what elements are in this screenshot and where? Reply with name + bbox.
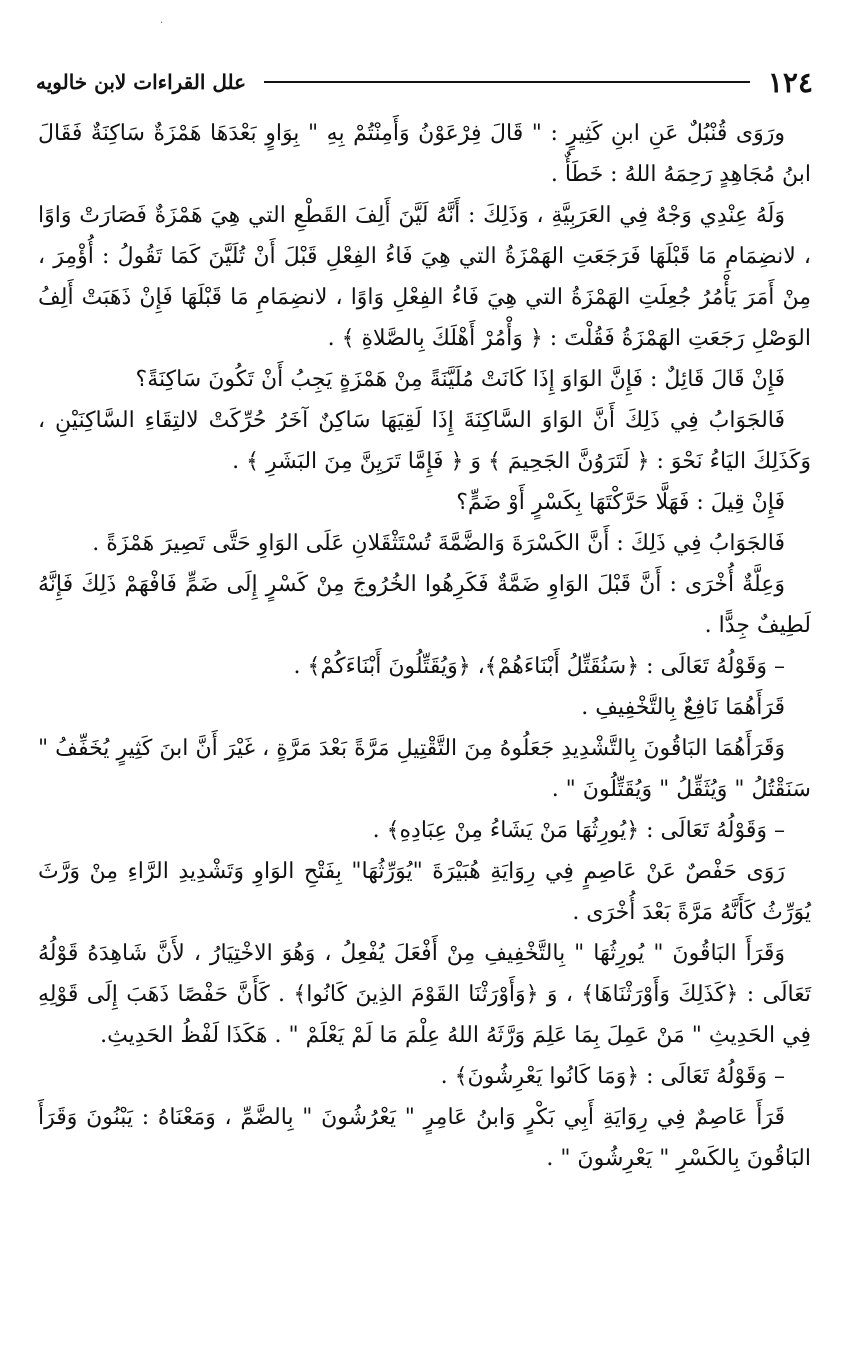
page-number: ١٢٤ <box>767 65 813 99</box>
header-rule <box>264 81 750 83</box>
paragraph: وَقَرَأَ البَاقُونَ " يُورِثُهَا " بِالتَّخْفِيفِ مِنْ أَفْعَلَ يُفْعِلُ ، وَهُوَ الاخْتِيَارُ ، لأَنَّ شَاهِدَهُ قَوْلُهُ تَعَالَى : ﴿كَذَلِكَ وَأَوْرَثْنَاهَا﴾ ، وَ ﴿وَأَوْرَثْنَا القَوْمَ الذِينَ كَانُوا﴾ . كَأَنَّ حَفْصًا ذَهَبَ إِلَى قَوْلِهِ فِي الحَدِيثِ " مَنْ عَمِلَ بِمَا عَلِمَ وَرَّثَهُ اللهُ عِلْمَ مَا لَمْ يَعْلَمْ " . هَكَذَا لَفْظُ الحَدِيثِ. <box>38 941 811 1048</box>
verse-heading: – وَقَوْلُهُ تَعَالَى : ﴿سَنُقَتِّلُ أَبْنَاءَهُمْ﴾، ﴿وَيُقَتِّلُونَ أَبْنَاءَكُمْ﴾ . <box>293 654 785 679</box>
paragraph: فَالجَوَابُ فِي ذَلِكَ أَنَّ الوَاوَ السَّاكِنَةَ إِذَا لَقِيَهَا سَاكِنٌ آخَرُ حُرِّكَتْ لالتِقَاءِ السَّاكِنَيْنِ ، وَكَذَلِكَ اليَاءُ نَحْوَ : ﴿ لَتَرَوُنَّ الجَحِيمَ ﴾ وَ ﴿ فَإِمَّا تَرَيِنَّ مِنَ البَشَرِ ﴾ . <box>38 408 811 474</box>
scan-speck: · <box>160 18 164 29</box>
paragraph: فَإِنْ قَالَ قَائِلٌ : فَإِنَّ الوَاوَ إِذَا كَانَتْ مُلَيَّنَةً مِنْ هَمْزَةٍ يَجِبُ أَنْ تَكُونَ سَاكِنَةً؟ <box>135 367 785 392</box>
paragraph: رَوَى حَفْصٌ عَنْ عَاصِمٍ فِي رِوَايَةِ هُبَيْرَةَ "يُوَرِّثُهَا" بِفَتْحِ الوَاوِ وَتَشْدِيدِ الرَّاءِ مِنْ وَرَّثَ يُوَرِّثُ كَأَنَّهُ مَرَّةً بَعْدَ أُخْرَى . <box>38 859 811 925</box>
paragraph: فَإِنْ قِيلَ : فَهَلَّا حَرَّكْتَهَا بِكَسْرٍ أَوْ ضَمٍّ؟ <box>456 490 785 515</box>
running-title: علل القراءات لابن خالويه <box>36 70 247 94</box>
paragraph: وَقَرَأَهُمَا البَاقُونَ بِالتَّشْدِيدِ جَعَلُوهُ مِنَ التَّقْتِيلِ مَرَّةً بَعْدَ مَرَّةٍ ، غَيْرَ أَنَّ ابنَ كَثِيرٍ يُخَفِّفُ " سَنَقْتُلُ " وَيُثَقِّلُ " وَيُقَتِّلُونَ " . <box>38 736 811 802</box>
paragraph: وَلَهُ عِنْدِي وَجْهٌ فِي العَرَبِيَّةِ ، وَذَلِكَ : أَنَّهُ لَيَّنَ أَلِفَ القَطْعِ التي هِيَ هَمْزَةٌ فَصَارَتْ وَاوًا ، لانضِمَامِ مَا قَبْلَهَا فَرَجَعَتِ الهَمْزَةُ التي هِيَ فَاءُ الفِعْلِ قَبْلَ أَنْ تُلَيَّنَ كَمَا تَقُولُ : أُؤْمِرَ ، مِنْ أَمَرَ يَأْمُرُ جُعِلَتِ الهَمْزَةُ التي هِيَ فَاءُ الفِعْلِ وَاوًا ، لانضِمَامِ مَا قَبْلَهَا فَإِنْ ذَهَبَتْ أَلِفُ الوَصْلِ رَجَعَتِ الهَمْزَةُ فَقُلْتَ : ﴿ وَأْمُرْ أَهْلَكَ بِالصَّلاةِ ﴾ . <box>38 203 811 351</box>
paragraph: فَالجَوَابُ فِي ذَلِكَ : أَنَّ الكَسْرَةَ وَالضَّمَّةَ تُسْتَثْقَلانِ عَلَى الوَاوِ حَتَّى تَصِيرَ هَمْزَةً . <box>92 531 785 556</box>
page-header <box>36 60 813 104</box>
verse-heading: – وَقَوْلُهُ تَعَالَى : ﴿وَمَا كَانُوا يَعْرِشُونَ﴾ . <box>440 1064 785 1089</box>
verse-heading: – وَقَوْلُهُ تَعَالَى : ﴿يُورِثُهَا مَنْ يَشَاءُ مِنْ عِبَادِهِ﴾ . <box>372 818 785 843</box>
paragraph: وَعِلَّةٌ أُخْرَى : أَنَّ قَبْلَ الوَاوِ ضَمَّةٌ فَكَرِهُوا الخُرُوجَ مِنْ كَسْرٍ إِلَى ضَمٍّ فَافْهَمْ ذَلِكَ فَإِنَّهُ لَطِيفٌ جِدًّا . <box>38 572 811 638</box>
paragraph: قَرَأَهُمَا نَافِعٌ بِالتَّخْفِيفِ . <box>581 695 785 720</box>
paragraph: قَرَأَ عَاصِمٌ فِي رِوَايَةِ أَبِي بَكْرٍ وَابنُ عَامِرٍ " يَعْرُشُونَ " بِالضَّمِّ ، وَمَعْنَاهُ : يَبْنُونَ وَقَرَأَ البَاقُونَ بِالكَسْرِ " يَعْرِشُونَ " . <box>38 1105 811 1171</box>
page-body <box>38 113 811 1179</box>
paragraph: ورَوَى قُنْبُلٌ عَنِ ابنِ كَثِيرٍ : " قَالَ فِرْعَوْنُ وَأَمِنْتُمْ بِهِ " بِوَاوٍ بَعْدَهَا هَمْزَةٌ سَاكِنَةٌ فَقَالَ ابنُ مُجَاهِدٍ رَحِمَهُ اللهُ : خَطَأٌ . <box>38 121 811 187</box>
